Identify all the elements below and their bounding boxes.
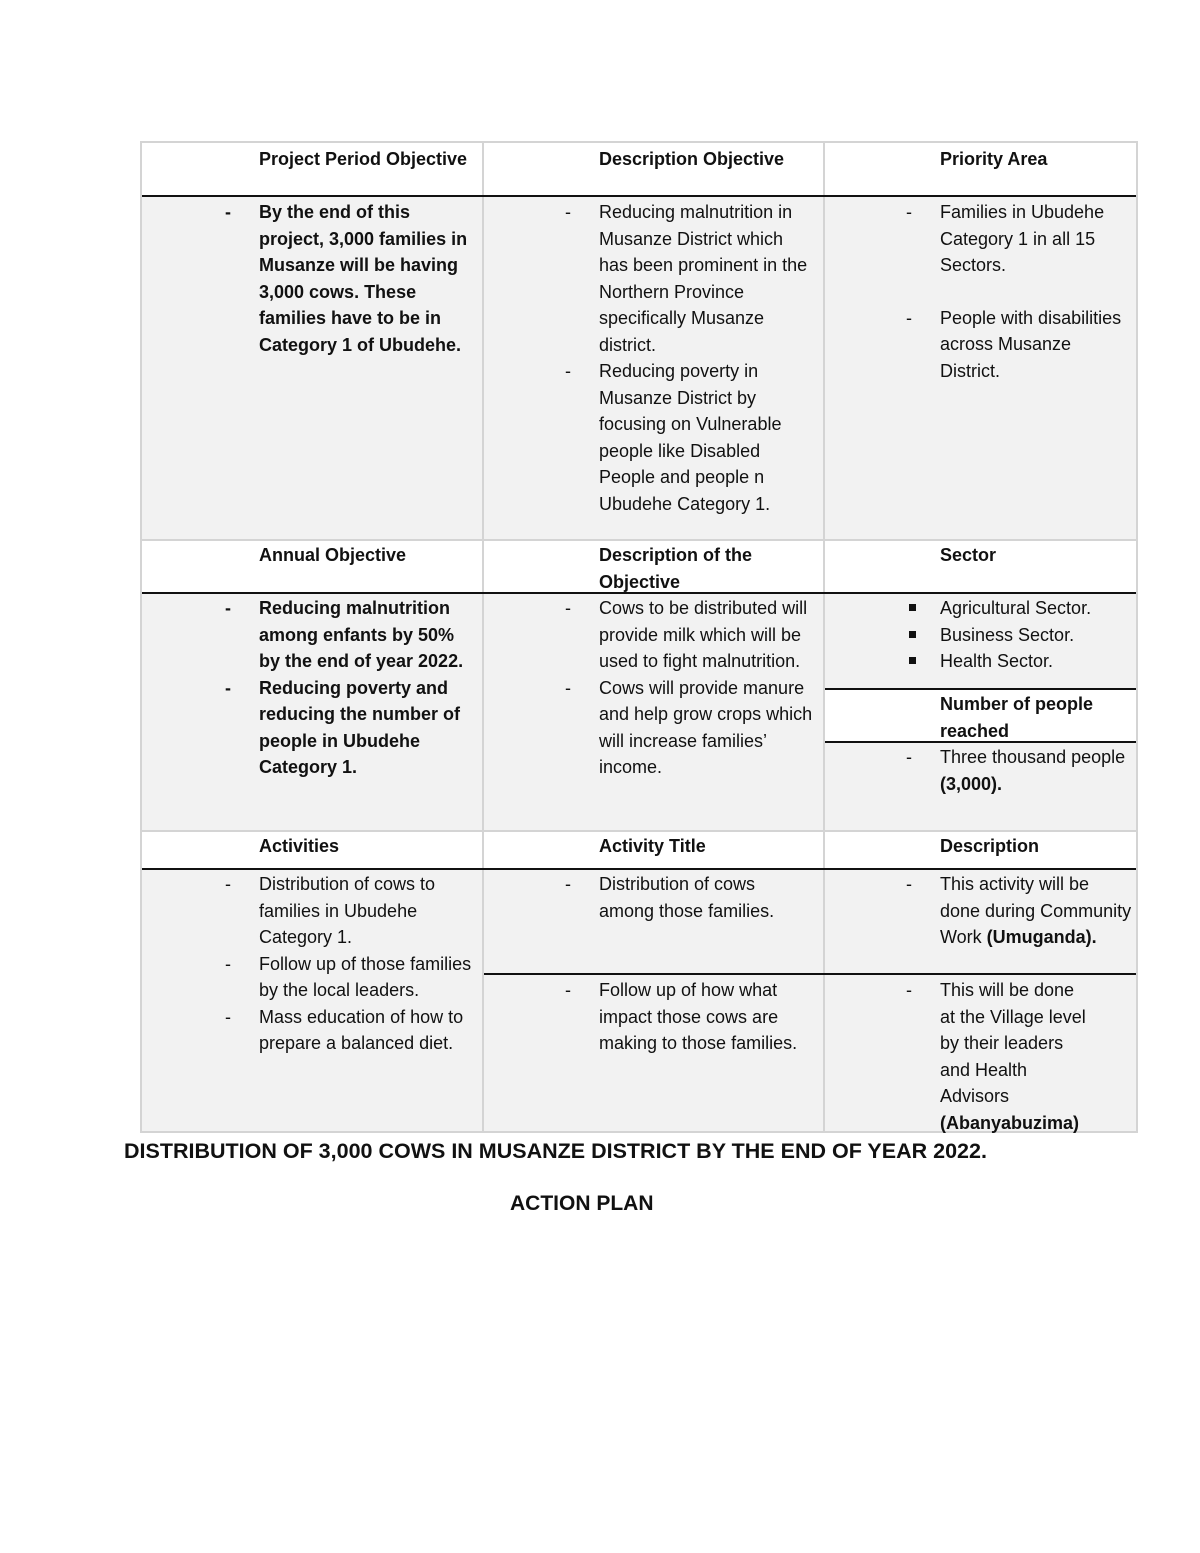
list-item [225, 595, 477, 675]
list-item-text: Distribution of cows among those families. [599, 874, 775, 921]
list-item [565, 199, 814, 358]
activity-description-1-cell [906, 871, 1132, 951]
list-item [225, 871, 474, 951]
list-item-text: Reducing poverty and reducing the number of people in Ubudehe Category 1. [259, 677, 461, 777]
list-item-text: Distribution of cows to families in Ubudehe Category 1. [259, 874, 436, 947]
list-item [565, 358, 814, 517]
list-item-text: Three thousand people [940, 747, 1126, 767]
list-item-text: Follow up of how what impact those cows are making to those families. [599, 980, 798, 1053]
list-item [565, 871, 809, 924]
list-item [565, 977, 809, 1057]
column-divider-1 [482, 143, 484, 1131]
list-item [940, 595, 1132, 622]
header-priority-area: Priority Area [940, 149, 1048, 169]
list-item [565, 675, 814, 781]
list-item [940, 648, 1132, 675]
list-item-text: Reducing poverty in Musanze District by focusing on Vulnerable people like Disabled People and people n Ubudehe Category 1. [599, 361, 782, 514]
square-bullet-icon [909, 631, 916, 638]
section2-bottom-rule [142, 830, 1136, 832]
list-item [906, 199, 1132, 279]
activity-description-2-cell [906, 977, 1090, 1136]
list-item-text: By the end of this project, 3,000 families in Musanze will be having 3,000 cows. These families have to be in Category 1 of Ubudehe. [259, 202, 468, 355]
dash-marker: - [565, 980, 571, 1000]
list-item [906, 977, 1090, 1136]
list-item-text: This activity will be done during Community Work [940, 874, 1132, 947]
list-item-text: Agricultural Sector. [940, 598, 1092, 618]
dash-marker: - [906, 874, 912, 894]
section1-header-rule [142, 195, 1136, 197]
header-activity-title: Activity Title [599, 836, 706, 856]
dash-marker: - [565, 598, 571, 618]
list-item-text: People with disabilities across Musanze District. [940, 307, 1122, 381]
header-description-of-objective: Description of the Objective [599, 545, 753, 592]
abanyabuzima-label: (Abanyabuzima) [940, 1112, 1080, 1133]
list-item [225, 951, 474, 1004]
dash-marker: - [225, 677, 231, 698]
dash-marker: - [225, 1006, 231, 1027]
people-count: (3,000). [940, 773, 1003, 794]
list-item-text: Cows to be distributed will provide milk which will be used to fight malnutrition. [599, 598, 808, 671]
dash-marker: - [906, 307, 912, 328]
list-item-text: Cows will provide manure and help grow crops which will increase families’ income. [599, 677, 813, 777]
dash-marker: - [565, 361, 571, 381]
dash-marker: - [565, 677, 571, 698]
list-item [940, 622, 1132, 649]
dash-marker: - [225, 874, 231, 894]
document-title: DISTRIBUTION OF 3,000 COWS IN MUSANZE DISTRICT BY THE END OF YEAR 2022. [124, 1139, 987, 1163]
section1-bottom-rule [142, 539, 1136, 541]
dash-marker: - [225, 598, 231, 618]
list-item [906, 871, 1132, 951]
dash-marker: - [906, 202, 912, 222]
project-objective-cell [225, 199, 474, 358]
dash-marker: - [225, 202, 231, 222]
header-project-period-objective: Project Period Objective [259, 149, 468, 169]
square-bullet-icon [909, 604, 916, 611]
list-item-text: Follow up of those families by the local leaders. [259, 953, 472, 1000]
square-bullet-icon [909, 657, 916, 664]
list-item [565, 595, 814, 675]
list-item-text: Reducing malnutrition in Musanze District which has been prominent in the Northern Province specifically Musanze district. [599, 202, 808, 355]
dash-marker: - [565, 202, 571, 222]
activities-cell [225, 871, 474, 1057]
list-item-text: Business Sector. [940, 624, 1075, 645]
column-divider-2 [823, 143, 825, 1131]
activity-row-divider [484, 973, 1136, 975]
list-item [225, 199, 474, 358]
list-item-text: Reducing malnutrition among enfants by 50% by the end of year 2022. [259, 598, 464, 671]
activity-title-2-cell [565, 977, 809, 1057]
action-plan-table [140, 141, 1138, 1133]
list-item-text: Families in Ubudehe Category 1 in all 15 Sectors. [940, 202, 1105, 275]
list-item [225, 675, 477, 781]
header-description: Description [940, 836, 1040, 856]
header-sector: Sector [940, 545, 997, 565]
dash-marker: - [565, 874, 571, 894]
sector-bottom-rule [825, 688, 1136, 690]
sector-cell [940, 595, 1132, 675]
umuganda-label: (Umuganda). [986, 927, 1097, 947]
list-item [906, 305, 1132, 385]
list-item-text: This will be done at the Village level by their leaders and Health Advisors [940, 980, 1086, 1106]
annual-objective-cell [225, 595, 477, 781]
list-spacer [940, 279, 1132, 305]
dash-marker: - [225, 953, 231, 974]
people-reached-cell [906, 744, 1132, 797]
description-objective-cell [565, 199, 814, 517]
header-description-objective: Description Objective [599, 149, 785, 169]
header-annual-objective: Annual Objective [259, 545, 407, 565]
section3-header-rule [142, 868, 1136, 870]
list-item [906, 744, 1132, 797]
objective-description-cell [565, 595, 814, 781]
header-activities: Activities [259, 836, 340, 856]
dash-marker: - [906, 747, 912, 767]
dash-marker: - [906, 980, 912, 1000]
header-number-of-people: Number of people reached [940, 694, 1094, 741]
priority-area-cell [906, 199, 1132, 384]
list-item-text: Mass education of how to prepare a balanced diet. [259, 1006, 464, 1053]
activity-title-1-cell [565, 871, 809, 924]
document-subtitle: ACTION PLAN [510, 1192, 654, 1215]
list-item-text: Health Sector. [940, 651, 1054, 671]
list-item [225, 1004, 474, 1057]
